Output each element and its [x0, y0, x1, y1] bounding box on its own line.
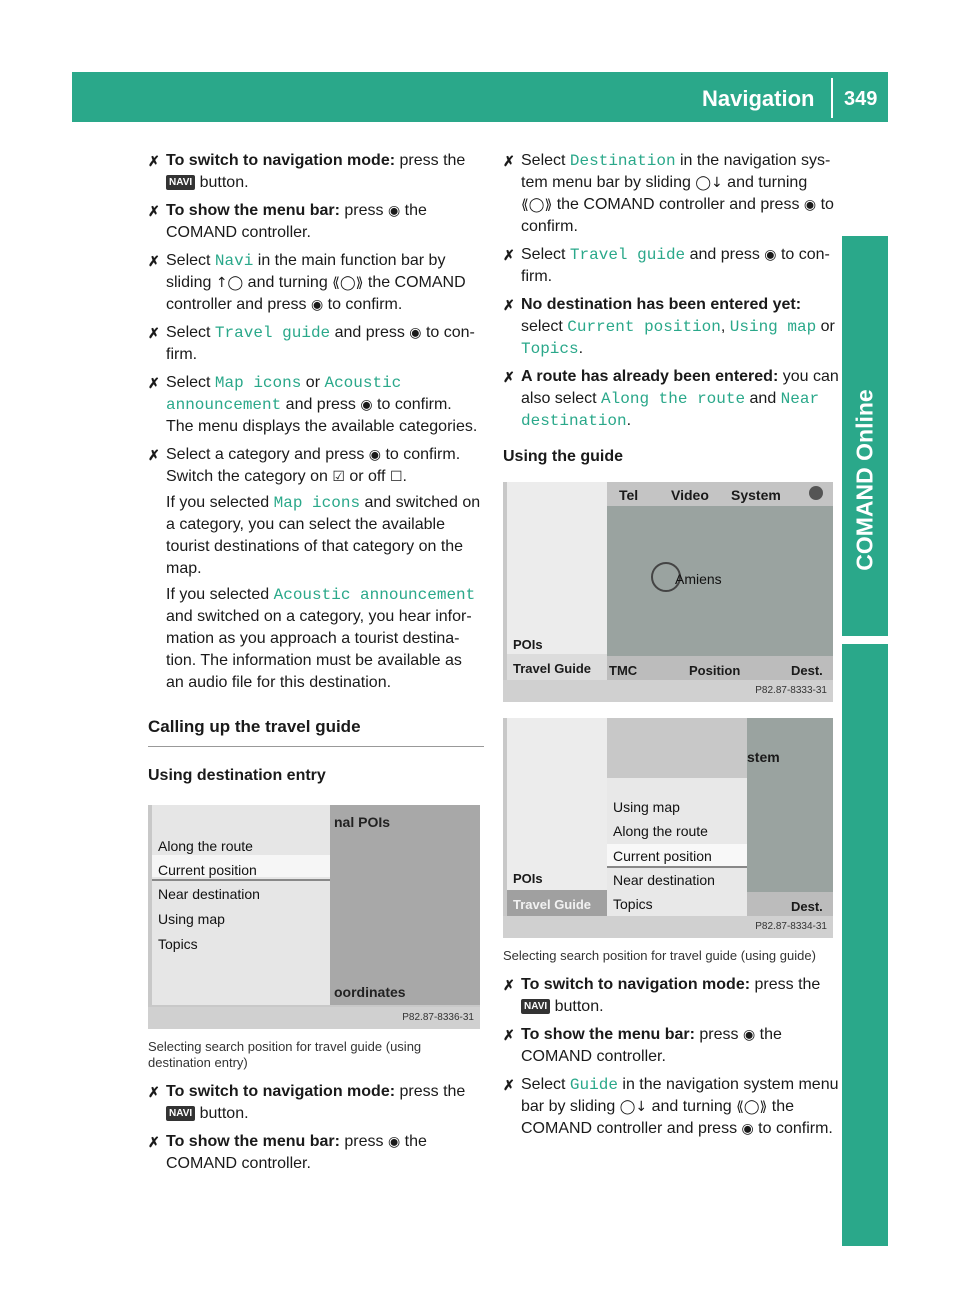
side-tab-label: COMAND Online: [851, 389, 878, 571]
arrow-icon: ✗: [503, 1077, 515, 1093]
step: ✗ Select a category and press ◉ to confirm. Switch the category on ☑ or off ☐. If you selected Map icons and switched on a category, you can select the available tourist destinations of that category on the map. If you selected Acoustic announcement and switched on a category, you hear infor-mation as you approach a tourist destina-tion. The information must be available as an audio file for this destination.: [148, 446, 481, 691]
screenshot-guide-menu: stem POIs Travel Guide Using map Along the route Current position Near destination Topics Dest. P82.87-8334-31: [503, 718, 833, 938]
arrow-icon: ✗: [148, 253, 160, 269]
press-icon: ◉: [742, 1027, 756, 1043]
navi-button-icon: NAVI: [166, 175, 195, 190]
arrow-icon: ✗: [503, 1027, 515, 1043]
arrow-icon: ✗: [503, 977, 515, 993]
step: ✗ Select Map icons or Acoustic announcement and press ◉ to confirm. The menu displays the available categories.: [148, 374, 478, 435]
press-icon: ◉: [360, 397, 373, 413]
menu-item: Current position: [158, 862, 257, 878]
turn-icon: ⟪◯⟫: [332, 275, 364, 291]
step: ✗ Select Navi in the main function bar by sliding ↑◯ and turning ⟪◯⟫ the COMAND controller and press ◉ to confirm.: [148, 252, 466, 313]
screenshot-guide-map: Tel Video System Amiens POIs Travel Guide TMC Position Dest. P82.87-8333-31: [503, 482, 833, 702]
step: ✗ To show the menu bar: press ◉ the COMAND controller.: [503, 1026, 782, 1065]
arrow-icon: ✗: [148, 1084, 160, 1100]
arrow-icon: ✗: [148, 203, 160, 219]
page-section-title: Navigation: [702, 86, 815, 111]
step: ✗ To show the menu bar: press ◉ the COMAND controller.: [148, 1133, 427, 1172]
subsection-heading: Using destination entry: [148, 767, 326, 784]
press-icon: ◉: [409, 325, 422, 341]
slide-down-icon: ◯↓: [695, 175, 723, 191]
step: ✗ To show the menu bar: press ◉ the COMAND controller.: [148, 202, 427, 241]
step: ✗ To switch to navigation mode: press the NAVI button.: [148, 1083, 466, 1122]
globe-icon: [809, 486, 823, 500]
press-icon: ◉: [368, 447, 381, 463]
arrow-icon: ✗: [503, 297, 515, 313]
navi-button-icon: NAVI: [166, 1106, 195, 1121]
menu-item: Topics: [158, 936, 198, 952]
arrow-icon: ✗: [503, 247, 515, 263]
step: ✗ To switch to navigation mode: press the NAVI button.: [503, 976, 821, 1015]
screenshot-destination-entry: nal POIs oordinates Along the route Current position Near destination Using map Topics P82.87-8336-31: [148, 805, 480, 1029]
navi-button-icon: NAVI: [521, 999, 550, 1014]
side-square: [842, 644, 888, 690]
turn-icon: ⟪◯⟫: [521, 197, 553, 213]
menu-item: Using map: [613, 799, 680, 815]
turn-icon: ⟪◯⟫: [736, 1099, 768, 1115]
menu-item: Near destination: [613, 872, 715, 888]
menu-item: Using map: [158, 911, 225, 927]
checkbox-checked-icon: ☑: [332, 469, 345, 485]
image-code: P82.87-8334-31: [503, 916, 833, 938]
step: ✗ Select Travel guide and press ◉ to con-firm.: [503, 246, 830, 285]
step: ✗ Select Guide in the navigation system menu bar by sliding ◯↓ and turning ⟪◯⟫ the COMAND controller and press ◉ to confirm.: [503, 1076, 839, 1137]
header-separator: [831, 78, 833, 118]
subsection-heading: Using the guide: [503, 448, 623, 465]
figure-caption: Selecting search position for travel guide (using destination entry): [148, 1039, 422, 1070]
arrow-icon: ✗: [503, 153, 515, 169]
image-code: P82.87-8333-31: [503, 680, 833, 702]
arrow-icon: ✗: [148, 447, 160, 463]
image-code: P82.87-8336-31: [148, 1007, 480, 1029]
press-icon: ◉: [803, 197, 817, 213]
menu-item: Near destination: [158, 886, 260, 902]
menu-item: Current position: [613, 848, 712, 864]
step: ✗ Select Destination in the navigation sys-tem menu bar by sliding ◯↓ and turning ⟪◯⟫ the COMAND controller and press ◉ to confirm.: [503, 152, 834, 235]
section-heading: Calling up the travel guide: [148, 716, 484, 747]
menu-item: Along the route: [613, 823, 708, 839]
step: ✗ A route has already been entered: you can also select Along the route and Near destination.: [503, 368, 839, 430]
menu-item: Along the route: [158, 838, 253, 854]
arrow-icon: ✗: [148, 1134, 160, 1150]
press-icon: ◉: [310, 297, 324, 313]
press-icon: ◉: [741, 1121, 754, 1137]
arrow-icon: ✗: [148, 153, 160, 169]
arrow-icon: ✗: [503, 369, 515, 385]
checkbox-unchecked-icon: ☐: [389, 469, 403, 485]
menu-item: Topics: [613, 896, 653, 912]
arrow-icon: ✗: [148, 325, 160, 341]
figure-caption: Selecting search position for travel guide (using guide): [503, 948, 816, 963]
slide-up-icon: ↑◯: [215, 275, 244, 291]
press-icon: ◉: [764, 247, 777, 263]
press-icon: ◉: [387, 203, 401, 219]
step: ✗ Select Travel guide and press ◉ to con-firm.: [148, 324, 475, 363]
slide-down-icon: ◯↓: [619, 1099, 648, 1115]
right-column: [503, 150, 839, 1146]
side-tab-gap: [842, 636, 888, 644]
step: ✗ No destination has been entered yet: select Current position, Using map or Topics.: [503, 296, 835, 358]
press-icon: ◉: [387, 1134, 401, 1150]
arrow-icon: ✗: [148, 375, 160, 391]
side-tab: [842, 236, 888, 1246]
page-number: 349: [844, 88, 878, 110]
left-column: [148, 150, 484, 1181]
step: ✗ To switch to navigation mode: press the NAVI button.: [148, 152, 466, 191]
